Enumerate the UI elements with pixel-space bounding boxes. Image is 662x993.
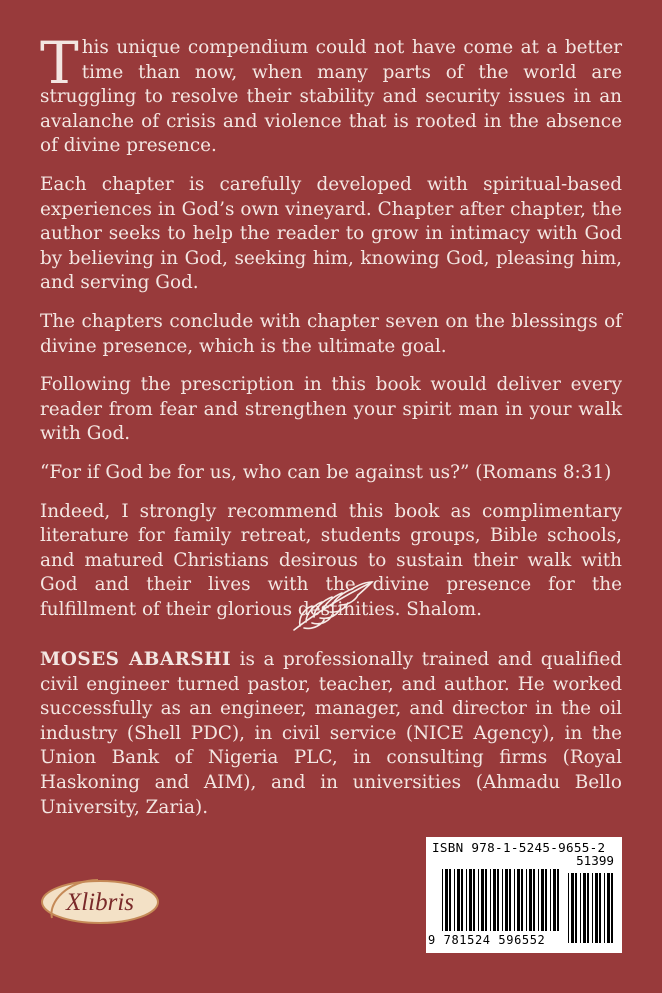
barcode-bar [469,869,472,931]
barcode-bar [514,869,515,931]
barcode-bar [478,869,479,931]
barcode [426,837,622,953]
barcode-bar [481,869,484,931]
paragraph-intro [40,29,622,159]
barcode-bar [466,869,467,931]
barcode-bar [502,869,503,931]
barcode-bar [457,869,460,931]
scripture-quote: “For if God be for us, who can be against us?” (Romans 8:31) [40,461,612,483]
barcode-bar [445,869,448,931]
barcode-bar [533,869,535,931]
barcode-bar [473,869,475,931]
barcode-bar [545,869,547,931]
barcode-bar [461,869,463,931]
barcode-bar [583,873,586,943]
barcode-bar [449,869,451,931]
barcode-bar [557,869,559,931]
barcode-bar [497,869,499,931]
author-bio [40,648,622,820]
barcode-bar [568,873,569,943]
paragraph-chapters: Each chapter is carefully developed with spiritual-based experiences in God’s own vineyard. Chapter after chapter, the author seeks to help the reader to grow in intimacy with God by believing in God, seeking him, knowing God, pleasing him, and serving God. [40,173,622,294]
barcode-bar [526,869,527,931]
barcode-bar [611,873,613,943]
barcode-bar [607,873,610,943]
publisher-logo [38,872,160,932]
barcode-bar [604,873,605,943]
ean-number: 9 781524 596552 [428,933,546,947]
barcode-bar [580,873,581,943]
barcode-bar [509,869,511,931]
barcode-bar [454,869,455,931]
barcode-bar [599,873,601,943]
drop-cap: T [40,29,79,97]
barcode-bar [517,869,520,931]
barcode-bar [595,873,598,943]
publisher-logo-text: Xlibris [65,889,135,916]
back-cover-text [40,29,622,636]
author-bio-text: is a professionally trained and qualified civil engineer turned pastor, teacher, and author. He worked successfully as an engineer, manager, and director in the oil industry (Shell PDC), in civil service (NICE Agency), in the Union Bank of Nigeria PLC, in consulting firms (Royal Haskoning and AIM), and in universities (Ahmadu Bello University, Zaria). [40,649,622,818]
paragraph-conclusion: The chapters conclude with chapter seven on the blessings of divine presence, which is the ultimate goal. [40,310,622,357]
isbn-number: ISBN 978-1-5245-9655-2 [432,840,606,855]
barcode-bar [541,869,544,931]
barcode-bar [587,873,589,943]
barcode-bar [442,869,443,931]
barcode-bar [575,873,577,943]
barcode-bar [571,873,574,943]
barcode-bar [538,869,539,931]
barcode-bar [485,869,487,931]
price-code: 51399 [576,853,614,868]
barcode-bar [490,869,491,931]
author-name: MOSES ABARSHI [40,649,232,670]
paragraph-recommendation: Indeed, I strongly recommend this book as complimentary literature for family retreat, students groups, Bible schools, and matured Christians desirous to sustain their walk with God and their lives with the divine presence for the fulfillment of their glorious destinities. Shalom. [40,500,622,620]
barcode-bar [550,869,551,931]
barcode-bar [493,869,496,931]
barcode-bar [529,869,532,931]
barcode-bar [521,869,523,931]
barcode-bar [553,869,556,931]
quill-feather-icon [288,578,376,636]
barcode-bar [505,869,508,931]
paragraph-intro-text: his unique compendium could not have come at a better time than now, when many parts of the world are struggling to resolve their stability and security issues in an avalanche of crisis and violence that is rooted in the absence of divine presence. [40,37,622,157]
barcode-bar [592,873,593,943]
paragraph-prescription: Following the prescription in this book would deliver every reader from fear and strengthen your spirit man in your walk with God. [40,374,622,445]
